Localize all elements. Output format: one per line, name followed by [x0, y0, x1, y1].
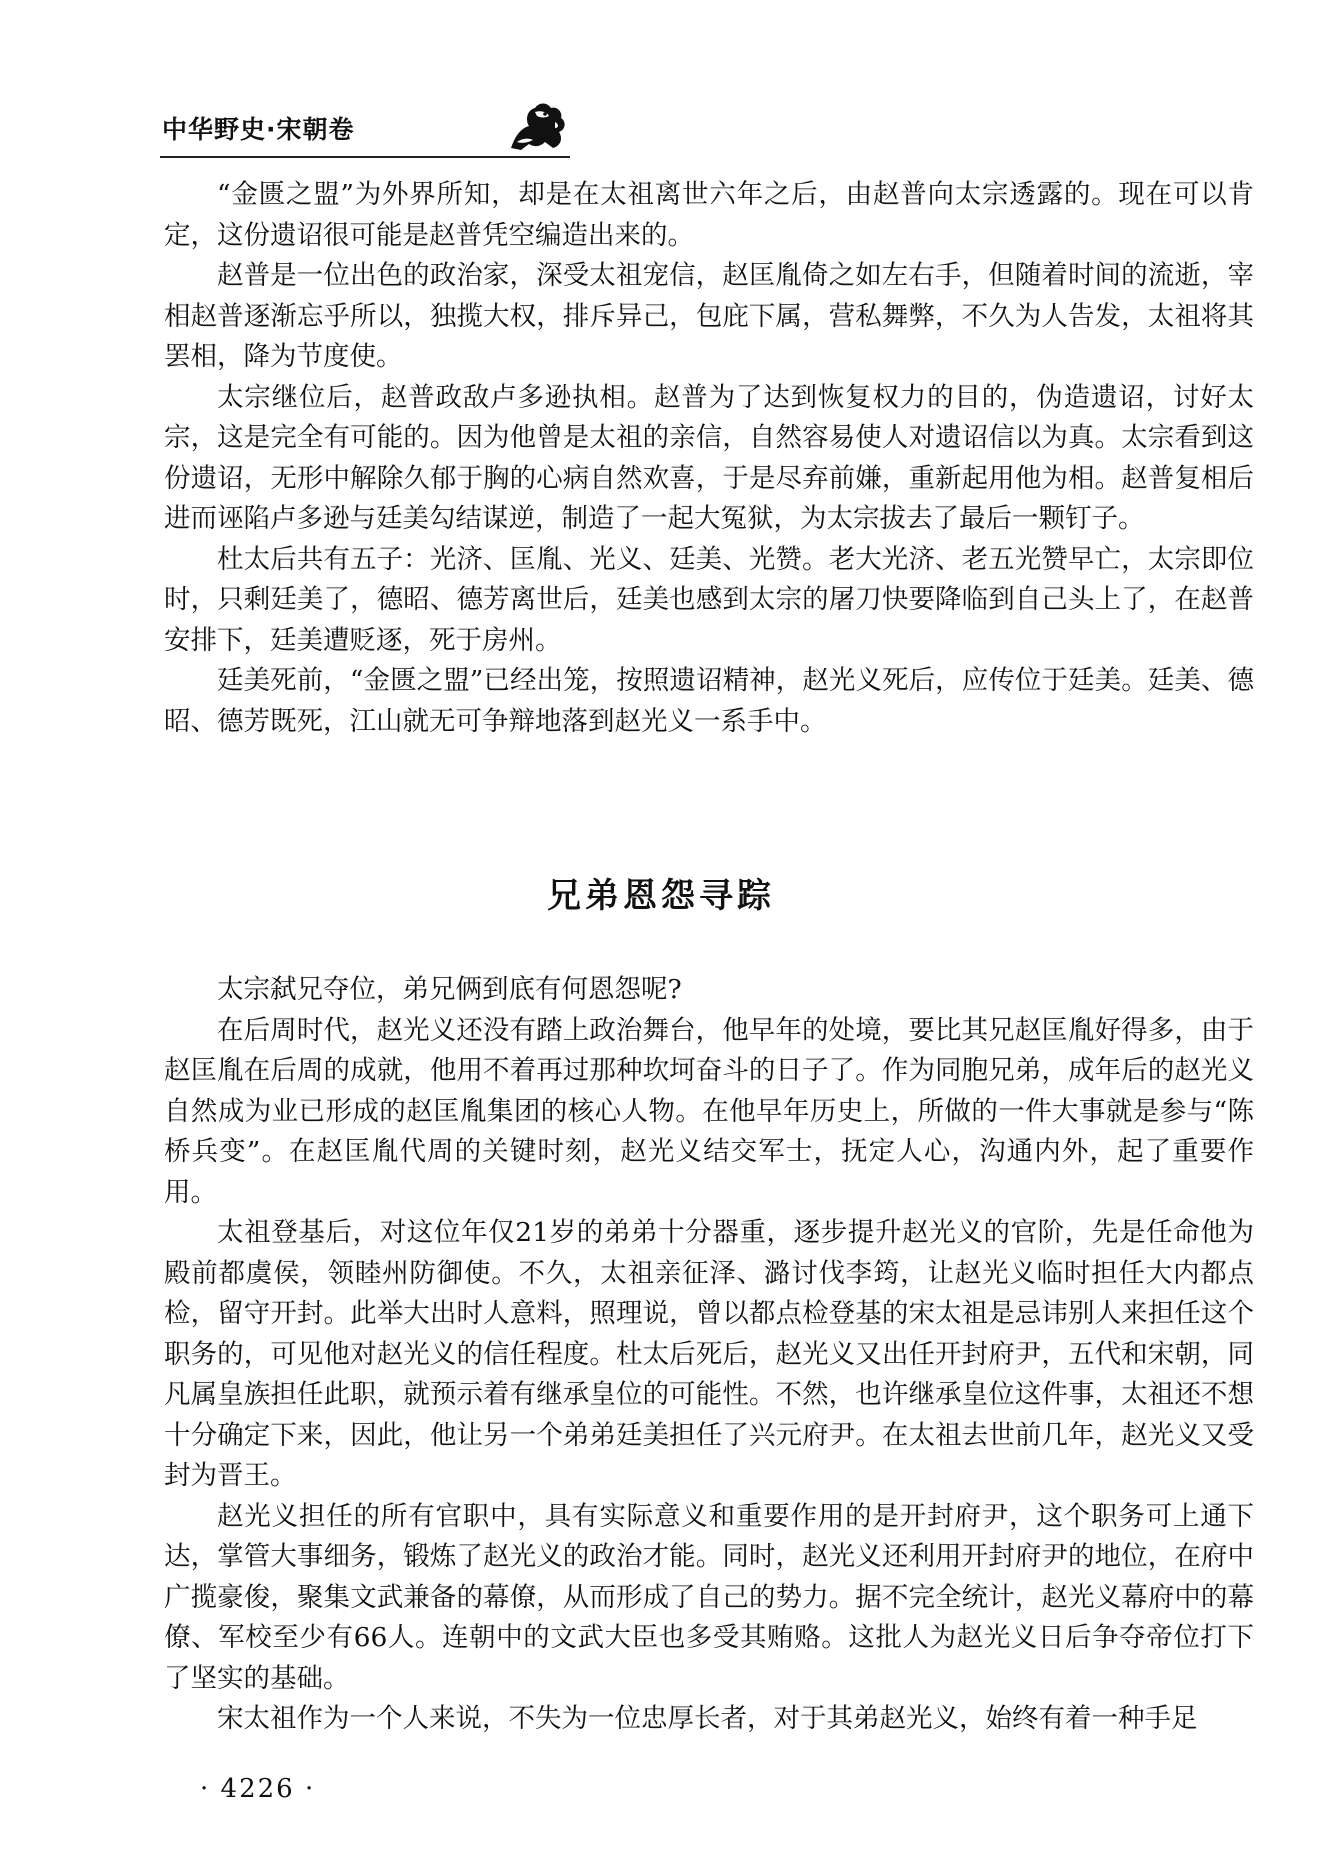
paragraph: 太宗继位后，赵普政敌卢多逊执相。赵普为了达到恢复权力的目的，伪造遗诏，讨好太宗，这是完全有可能的。因为他曾是太祖的亲信，自然容易使人对遗诏信以为真。太宗看到这份遗诏，无形中解除久郁于胸的心病自然欢喜，于是尽弃前嫌，重新起用他为相。赵普复相后进而诬陷卢多逊与廷美勾结谋逆，制造了一起大冤狱，为太宗拔去了最后一颗钉子。	[164, 381, 1254, 534]
paragraph: 太祖登基后，对这位年仅21岁的弟弟十分器重，逐步提升赵光义的官阶，先是任命他为殿前都虞侯，领睦州防御使。不久，太祖亲征泽、潞讨伐李筠，让赵光义临时担任大内都点检，留守开封。此举大出时人意料，照理说，曾以都点检登基的宋太祖是忌讳别人来担任这个职务的，可见他对赵光义的信任程度。杜太后死后，赵光义又出任开封府尹，五代和宋朝，同凡属皇族担任此职，就预示着有继承皇位的可能性。不然，也许继承皇位这件事，太祖还不想十分确定下来，因此，他让另一个弟弟廷美担任了兴元府尹。在太祖去世前几年，赵光义又受封为晋王。	[164, 1217, 1254, 1491]
section-body	[164, 970, 1254, 1740]
paragraph: 太宗弑兄夺位，弟兄俩到底有何恩怨呢?	[217, 974, 682, 1005]
continued-text	[164, 175, 1254, 742]
paragraph: 廷美死前，“金匮之盟”已经出笼，按照遗诏精神，赵光义死后，应传位于廷美。廷美、德昭、德芳既死，江山就无可争辩地落到赵光义一系手中。	[164, 665, 1254, 737]
section-title: 兄弟恩怨寻踪	[547, 876, 775, 916]
paragraph: 赵光义担任的所有官职中，具有实际意义和重要作用的是开封府尹，这个职务可上通下达，掌管大事细务，锻炼了赵光义的政治才能。同时，赵光义还利用开封府尹的地位，在府中广揽豪俊，聚集文武兼备的幕僚，从而形成了自己的势力。据不完全统计，赵光义幕府中的幕僚、军校至少有66人。连朝中的文武大臣也多受其贿赂。这批人为赵光义日后争夺帝位打下了坚实的基础。	[164, 1500, 1254, 1694]
paragraph: 宋太祖作为一个人来说，不失为一位忠厚长者，对于其弟赵光义，始终有着一种手足	[217, 1703, 1198, 1734]
header-title: 中华野史·宋朝卷	[162, 115, 355, 144]
dragon-emblem-icon	[505, 98, 571, 154]
paragraph: 赵普是一位出色的政治家，深受太祖宠信，赵匡胤倚之如左右手，但随着时间的流逝，宰相赵普逐渐忘乎所以，独揽大权，排斥异己，包庇下属，营私舞弊，不久为人告发，太祖将其罢相，降为节度使。	[164, 260, 1254, 372]
paragraph: 在后周时代，赵光义还没有踏上政治舞台，他早年的处境，要比其兄赵匡胤好得多，由于赵匡胤在后周的成就，他用不着再过那种坎坷奋斗的日子了。作为同胞兄弟，成年后的赵光义自然成为业已形成的赵匡胤集团的核心人物。在他早年历史上，所做的一件大事就是参与“陈桥兵变”。在赵匡胤代周的关键时刻，赵光义结交军士，抚定人心，沟通内外，起了重要作用。	[164, 1014, 1254, 1208]
running-header	[160, 96, 570, 158]
paragraph: 杜太后共有五子：光济、匡胤、光义、廷美、光赞。老大光济、老五光赞早亡，太宗即位时，只剩廷美了，德昭、德芳离世后，廷美也感到太宗的屠刀快要降临到自己头上了，在赵普安排下，廷美遭贬逐，死于房州。	[164, 543, 1254, 656]
page-number: · 4226 ·	[200, 1774, 316, 1804]
paragraph: “金匮之盟”为外界所知，却是在太祖离世六年之后，由赵普向太宗透露的。现在可以肯定，这份遗诏很可能是赵普凭空编造出来的。	[164, 179, 1254, 251]
